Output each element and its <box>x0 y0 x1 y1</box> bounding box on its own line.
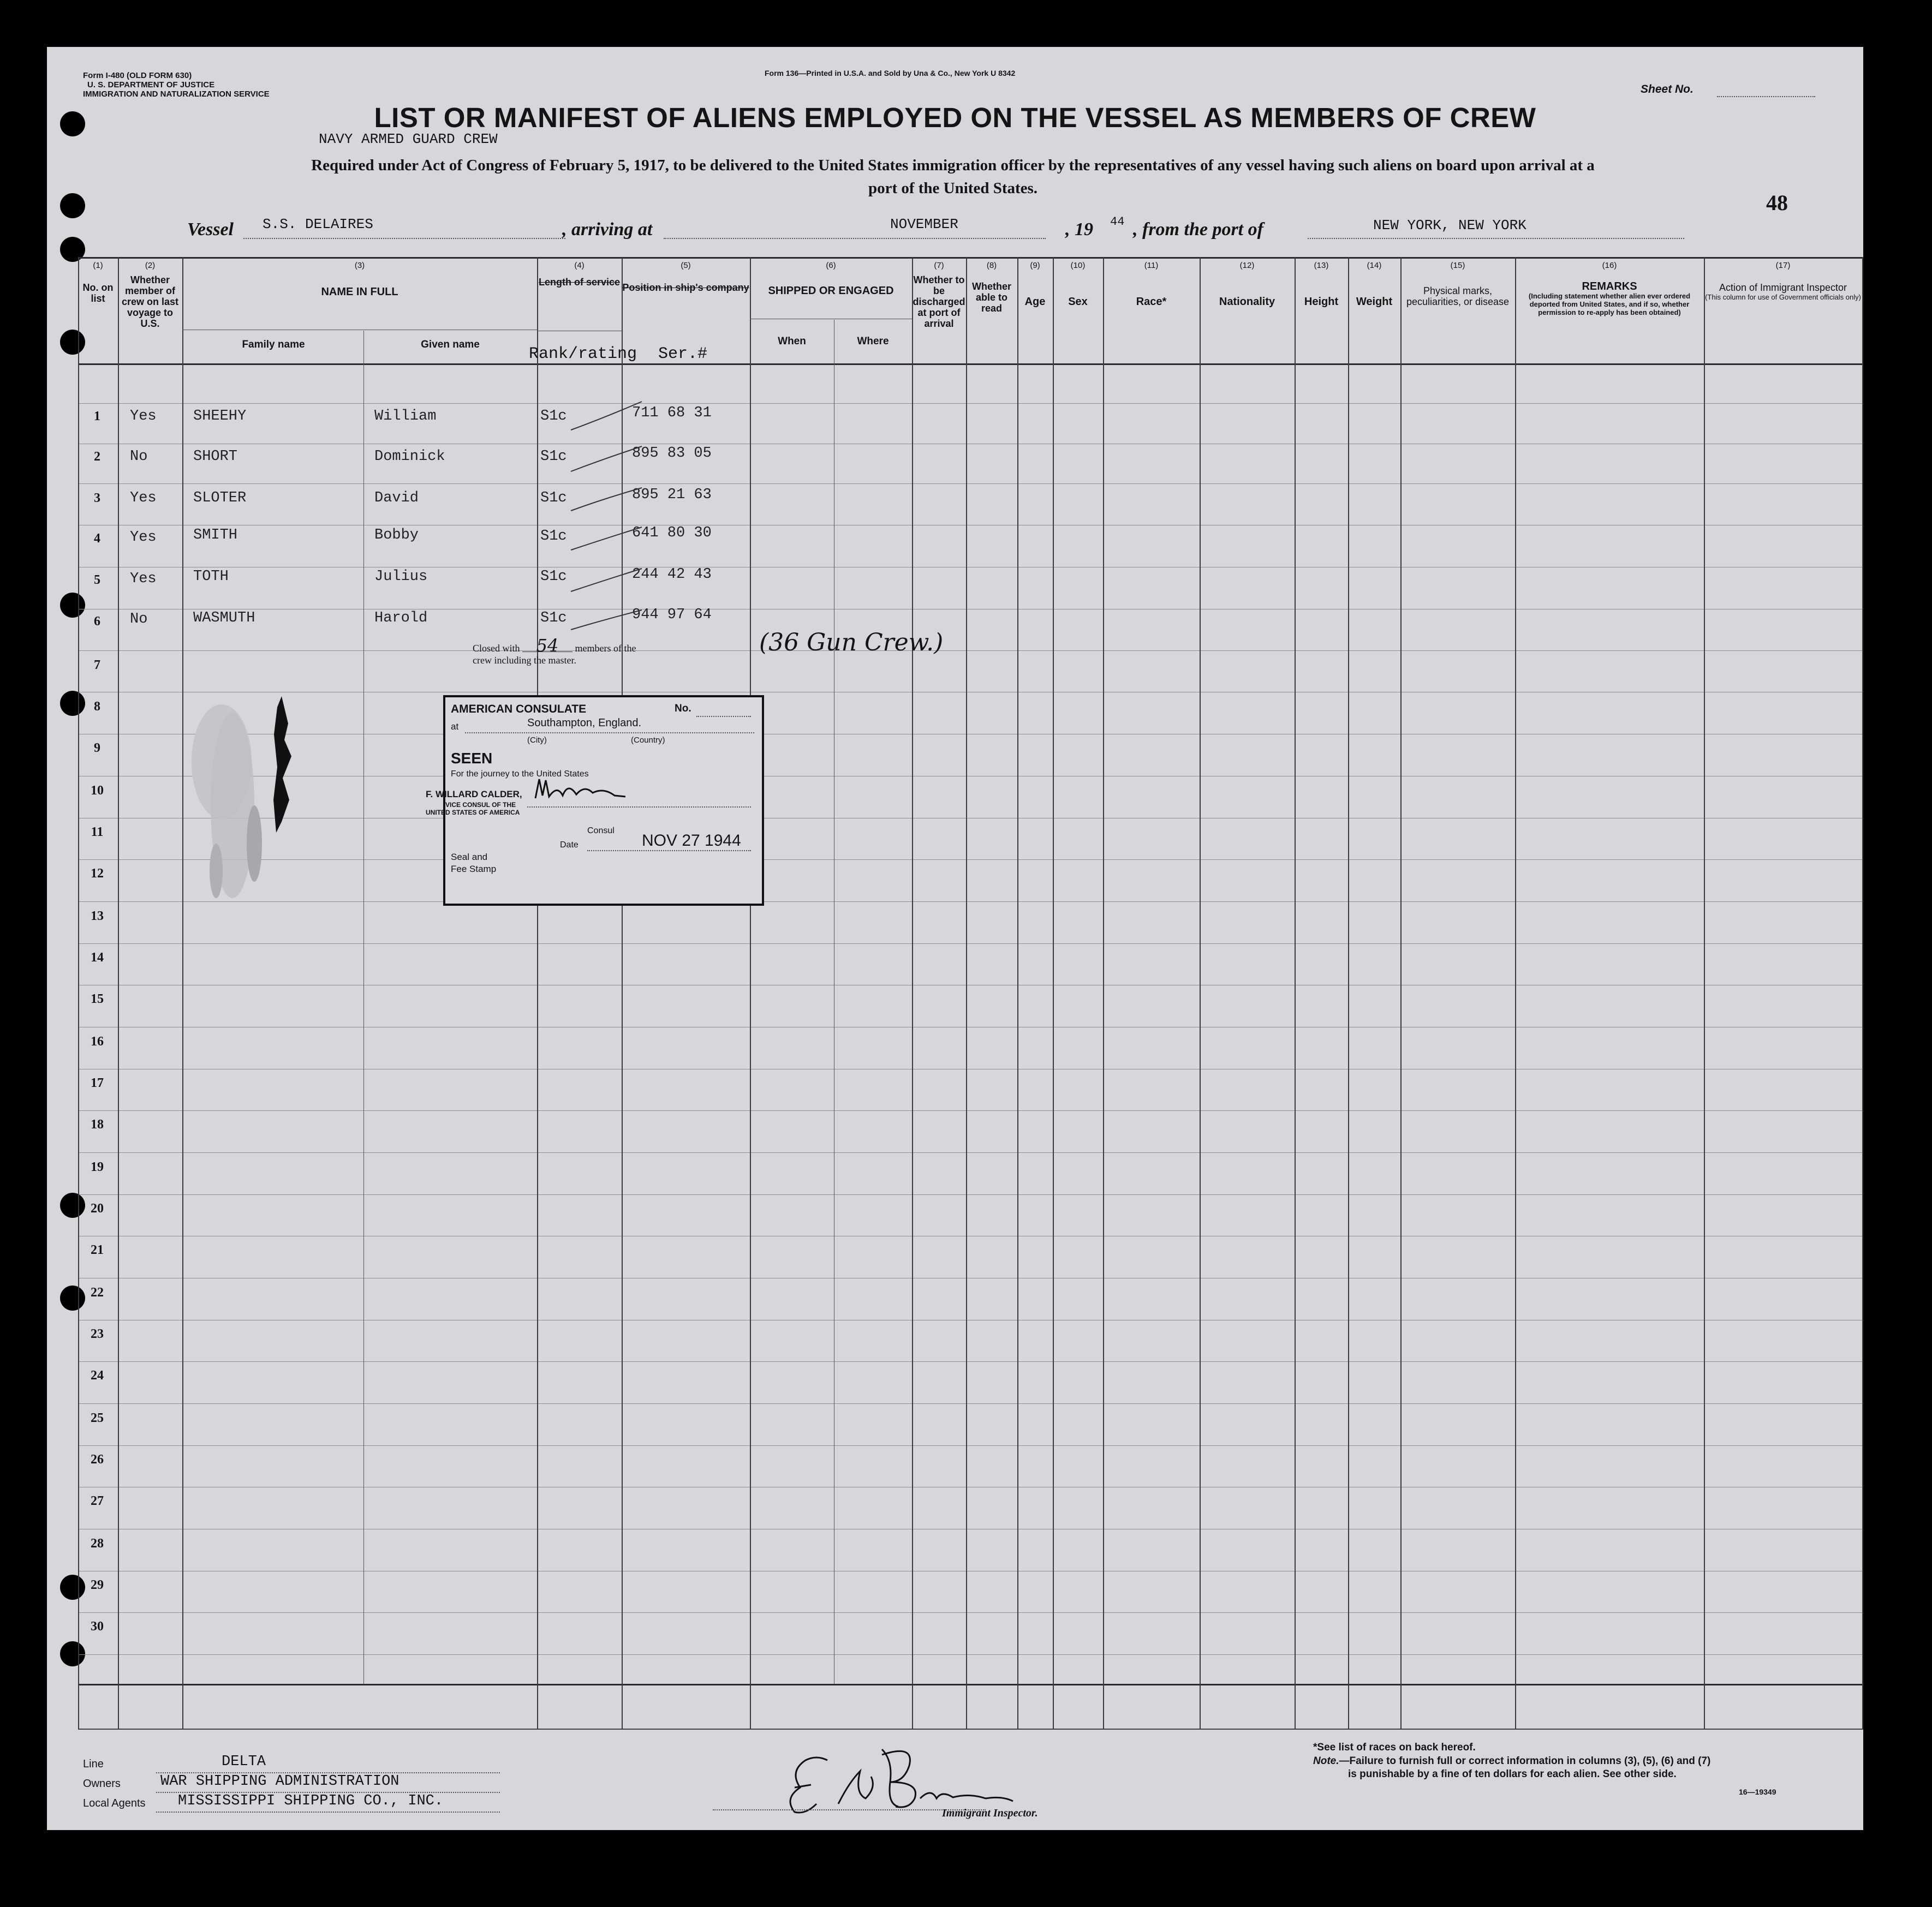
col-shipped-header <box>750 261 912 296</box>
col-physical-num: (15) <box>1450 261 1465 270</box>
row-number: 15 <box>91 992 104 1006</box>
serial-value: 895 21 63 <box>632 487 712 503</box>
serial-value: 641 80 30 <box>632 525 712 541</box>
row-number: 12 <box>91 866 104 881</box>
row-number: 11 <box>91 825 104 839</box>
stamp-title-2: UNITED STATES OF AMERICA <box>426 809 520 816</box>
row-number: 14 <box>91 950 104 965</box>
year-prefix: , 19 <box>1065 219 1093 240</box>
agents-label: Local Agents <box>83 1797 146 1809</box>
given-name-value: Bobby <box>374 527 419 543</box>
col-no-header <box>78 261 118 304</box>
note-text-1: —Failure to furnish full or correct information in columns (3), (5), (6) and (7) <box>1339 1755 1711 1767</box>
col-shipped-num: (6) <box>826 261 836 270</box>
col-remarks-num: (16) <box>1602 261 1617 270</box>
prev-voyage-value: Yes <box>130 571 157 587</box>
note-text-2: is punishable by a fine of ten dollars for each alien. See other side. <box>1348 1768 1677 1780</box>
row-number: 21 <box>91 1243 104 1257</box>
prev-voyage-value: No <box>130 611 148 627</box>
rank-value: S1c <box>540 610 567 626</box>
family-name-value: SHEEHY <box>193 408 247 425</box>
header-bottom-rule <box>78 363 1863 365</box>
row-number: 5 <box>94 573 100 587</box>
col-age-label: Age <box>1024 296 1046 308</box>
crew-count: 54 <box>522 639 573 652</box>
col-height-label: Height <box>1304 296 1339 308</box>
row-number: 1 <box>94 409 100 423</box>
row-number: 23 <box>91 1327 104 1341</box>
col-action-num: (17) <box>1775 261 1791 270</box>
col-position-header <box>622 261 750 293</box>
line-label: Line <box>83 1758 104 1770</box>
row-number: 13 <box>91 909 104 923</box>
row-number: 8 <box>94 700 100 714</box>
prev-voyage-value: Yes <box>130 490 157 506</box>
row-number: 28 <box>91 1537 104 1551</box>
vessel-name: S.S. DELAIRES <box>263 216 373 232</box>
col-prev-num: (2) <box>145 261 156 270</box>
col-height-header <box>1295 261 1348 307</box>
col-race-num: (11) <box>1144 261 1159 270</box>
col-remarks-label: REMARKS <box>1582 280 1637 292</box>
family-name-value: TOTH <box>193 569 229 585</box>
races-note: *See list of races on back hereof. <box>1313 1742 1476 1753</box>
row-number: 29 <box>91 1578 104 1592</box>
vessel-label: Vessel <box>187 219 234 240</box>
given-name-value: Dominick <box>374 449 445 465</box>
col-action-note: (This column for use of Government officials only) <box>1705 293 1861 301</box>
col-race-label: Race* <box>1136 296 1167 308</box>
col-prev-label: Whether member of crew on last voyage to U.S. <box>121 274 179 329</box>
ditto-strokes <box>565 396 675 647</box>
col-discharged-label: Whether to be discharged at port of arrival <box>913 274 965 329</box>
agents-value: MISSISSIPPI SHIPPING CO., INC. <box>178 1793 444 1809</box>
penalty-note <box>1313 1755 1710 1781</box>
form-code: 16—19349 <box>1739 1788 1776 1796</box>
form-id-block <box>83 71 270 99</box>
form-id: Form I-480 (OLD FORM 630) <box>83 71 192 80</box>
col-remarks-note: (Including statement whether alien ever ordered deported from United States, and if so, whether permission to re-apply has been obtained) <box>1528 292 1691 316</box>
stamp-officer: F. WILLARD CALDER, <box>426 789 522 799</box>
required-line-1: Required under Act of Congress of February 5, 1917, to be delivered to the United States immigration officer by the representatives of any vessel having such aliens on board upon arrival at a <box>311 157 1595 174</box>
inspector-label: Immigrant Inspector. <box>942 1807 1038 1819</box>
col-discharged-num: (7) <box>934 261 944 270</box>
arrival-month: NOVEMBER <box>890 216 958 232</box>
where-header: Where <box>857 336 889 347</box>
manifest-sheet <box>47 47 1863 1830</box>
given-name-value: David <box>374 490 419 506</box>
subtitle: NAVY ARMED GUARD CREW <box>319 131 498 147</box>
col-nationality-header <box>1200 261 1295 307</box>
owners-label: Owners <box>83 1778 121 1790</box>
serial-value: 244 42 43 <box>632 566 712 583</box>
row-number: 7 <box>94 658 100 672</box>
row-number: 19 <box>91 1160 104 1174</box>
consular-stamp <box>426 695 764 906</box>
stamp-at-label: at <box>451 721 459 732</box>
row-number: 26 <box>91 1452 104 1467</box>
col-no-label: No. on list <box>82 282 114 304</box>
department: U. S. DEPARTMENT OF JUSTICE <box>87 80 215 89</box>
sheet-number: 48 <box>1766 190 1788 215</box>
col-age-num: (9) <box>1030 261 1040 270</box>
stamp-date-label: Date <box>560 840 579 850</box>
arriving-label: , arriving at <box>562 219 653 240</box>
serial-value: 711 68 31 <box>632 405 712 421</box>
binder-hole <box>60 330 85 355</box>
stamp-seen: SEEN <box>451 750 493 767</box>
agents-field <box>156 1812 500 1813</box>
col-nationality-num: (12) <box>1239 261 1255 270</box>
row-number: 9 <box>94 741 100 755</box>
col-sex-header <box>1053 261 1103 307</box>
from-port-label: , from the port of <box>1133 219 1263 240</box>
col-read-label: Whether able to read <box>972 281 1011 314</box>
closed-text-1: Closed with <box>473 643 520 654</box>
row-number: 4 <box>94 531 100 546</box>
note-label: Note. <box>1313 1755 1339 1767</box>
given-name-value: Julius <box>374 569 428 585</box>
row-number: 16 <box>91 1035 104 1049</box>
col-no-num: (1) <box>93 261 103 270</box>
col-sex-label: Sex <box>1068 296 1088 308</box>
col-name-header <box>182 261 537 297</box>
stamp-seal-block <box>451 851 496 875</box>
stamp-title-1: VICE CONSUL OF THE <box>445 801 516 809</box>
stamp-place-field <box>465 732 754 733</box>
row-number: 10 <box>91 784 104 798</box>
stamp-city-label: (City) <box>527 736 547 745</box>
col-physical-header <box>1400 261 1515 307</box>
closed-with-block <box>473 635 636 666</box>
row-number: 17 <box>91 1076 104 1090</box>
col-name-num: (3) <box>354 261 365 270</box>
serial-value: 895 83 05 <box>632 445 712 462</box>
given-name-value: Harold <box>374 610 428 626</box>
prev-voyage-value: Yes <box>130 408 157 425</box>
rank-value: S1c <box>540 449 567 465</box>
closed-text-3: crew including the master. <box>473 655 576 666</box>
row-number: 6 <box>94 614 100 629</box>
sheet-no-label: Sheet No. <box>1641 83 1694 95</box>
col-prev-voyage-header <box>118 261 182 329</box>
row-number: 24 <box>91 1368 104 1383</box>
page-title: LIST OR MANIFEST OF ALIENS EMPLOYED ON THE VESSEL AS MEMBERS OF CREW <box>374 102 1536 133</box>
service-name: IMMIGRATION AND NATURALIZATION SERVICE <box>83 89 270 99</box>
rank-value: S1c <box>540 490 567 506</box>
col-rank-label: Length of service <box>538 277 621 288</box>
col-age-header <box>1017 261 1053 307</box>
row-number: 27 <box>91 1494 104 1508</box>
stamp-country-label: (Country) <box>631 736 665 745</box>
col-physical-label: Physical marks, peculiarities, or disease <box>1406 285 1510 307</box>
stamp-no-field <box>696 716 751 717</box>
rank-value: S1c <box>540 408 567 425</box>
col-discharged-header <box>912 261 966 329</box>
col-name-label: NAME IN FULL <box>321 286 398 298</box>
arrival-date-field <box>664 238 1046 239</box>
col-race-header <box>1103 261 1200 307</box>
stamp-date-field <box>587 850 751 851</box>
rank-value: S1c <box>540 528 567 545</box>
col-height-num: (13) <box>1314 261 1329 270</box>
col-nationality-label: Nationality <box>1219 296 1275 308</box>
col-read-header <box>966 261 1017 314</box>
printer-line: Form 136—Printed in U.S.A. and Sold by Una & Co., New York U 8342 <box>765 69 1016 77</box>
stamp-place: Southampton, England. <box>527 717 642 729</box>
row-number: 3 <box>94 491 100 505</box>
stamp-consul-label: Consul <box>587 826 615 835</box>
departure-port: NEW YORK, NEW YORK <box>1373 217 1526 234</box>
family-name-value: SHORT <box>193 449 238 465</box>
col-rank-header <box>537 261 622 288</box>
col-weight-header <box>1348 261 1400 307</box>
row-number: 20 <box>91 1201 104 1216</box>
stamp-journey: For the journey to the United States <box>451 769 589 779</box>
year: 44 <box>1110 215 1125 229</box>
col-position-label: Position in ship's company <box>622 282 749 293</box>
stamp-signature-field <box>527 806 751 808</box>
row-number: 25 <box>91 1411 104 1425</box>
given-name-header: Given name <box>421 339 480 350</box>
binder-hole <box>60 1641 85 1666</box>
col-shipped-label: SHIPPED OR ENGAGED <box>768 285 894 297</box>
col-action-header <box>1704 261 1862 301</box>
rank-value: S1c <box>540 569 567 585</box>
port-field <box>1308 238 1684 239</box>
vessel-field <box>243 238 565 239</box>
rank-rating-typed: Rank/rating <box>529 345 637 363</box>
required-statement <box>80 154 1826 200</box>
col-read-num: (8) <box>986 261 997 270</box>
closed-text-2: members of the <box>575 643 636 654</box>
when-header: When <box>778 336 806 347</box>
col-weight-num: (14) <box>1367 261 1382 270</box>
prev-voyage-value: No <box>130 449 148 465</box>
stamp-date: NOV 27 1944 <box>642 832 741 850</box>
family-name-header: Family name <box>242 339 305 350</box>
serial-value: 944 97 64 <box>632 607 712 623</box>
col-position-num: (5) <box>681 261 691 270</box>
family-name-value: WASMUTH <box>193 610 255 626</box>
given-name-value: William <box>374 408 437 425</box>
required-line-2: port of the United States. <box>868 180 1038 197</box>
row-number: 18 <box>91 1117 104 1132</box>
stamp-seal-2: Fee Stamp <box>451 864 497 874</box>
sheet-no-field <box>1717 96 1815 97</box>
col-sex-num: (10) <box>1070 261 1086 270</box>
row-number: 2 <box>94 450 100 464</box>
col-weight-label: Weight <box>1356 296 1393 308</box>
stamp-no-label: No. <box>675 703 691 714</box>
footer-top-rule <box>78 1729 1863 1730</box>
serial-typed: Ser.# <box>658 345 708 363</box>
col-rank-num: (4) <box>574 261 585 270</box>
col-action-label: Action of Immigrant Inspector <box>1719 282 1847 293</box>
owners-value: WAR SHIPPING ADMINISTRATION <box>160 1773 399 1790</box>
row-number: 22 <box>91 1286 104 1300</box>
gun-crew-note: (36 Gun Crew.) <box>759 629 944 656</box>
inspector-signature <box>773 1738 1100 1820</box>
family-name-value: SLOTER <box>193 490 247 506</box>
line-value: DELTA <box>222 1754 266 1770</box>
family-name-value: SMITH <box>193 527 238 543</box>
stamp-seal-1: Seal and <box>451 852 488 862</box>
row-number: 30 <box>91 1619 104 1634</box>
table-top-rule <box>78 257 1863 259</box>
seal-impression <box>162 691 293 920</box>
stamp-consulate: AMERICAN CONSULATE <box>451 703 587 715</box>
col-remarks-header <box>1515 261 1704 316</box>
table-bottom-rule <box>78 1684 1863 1685</box>
prev-voyage-value: Yes <box>130 529 157 546</box>
